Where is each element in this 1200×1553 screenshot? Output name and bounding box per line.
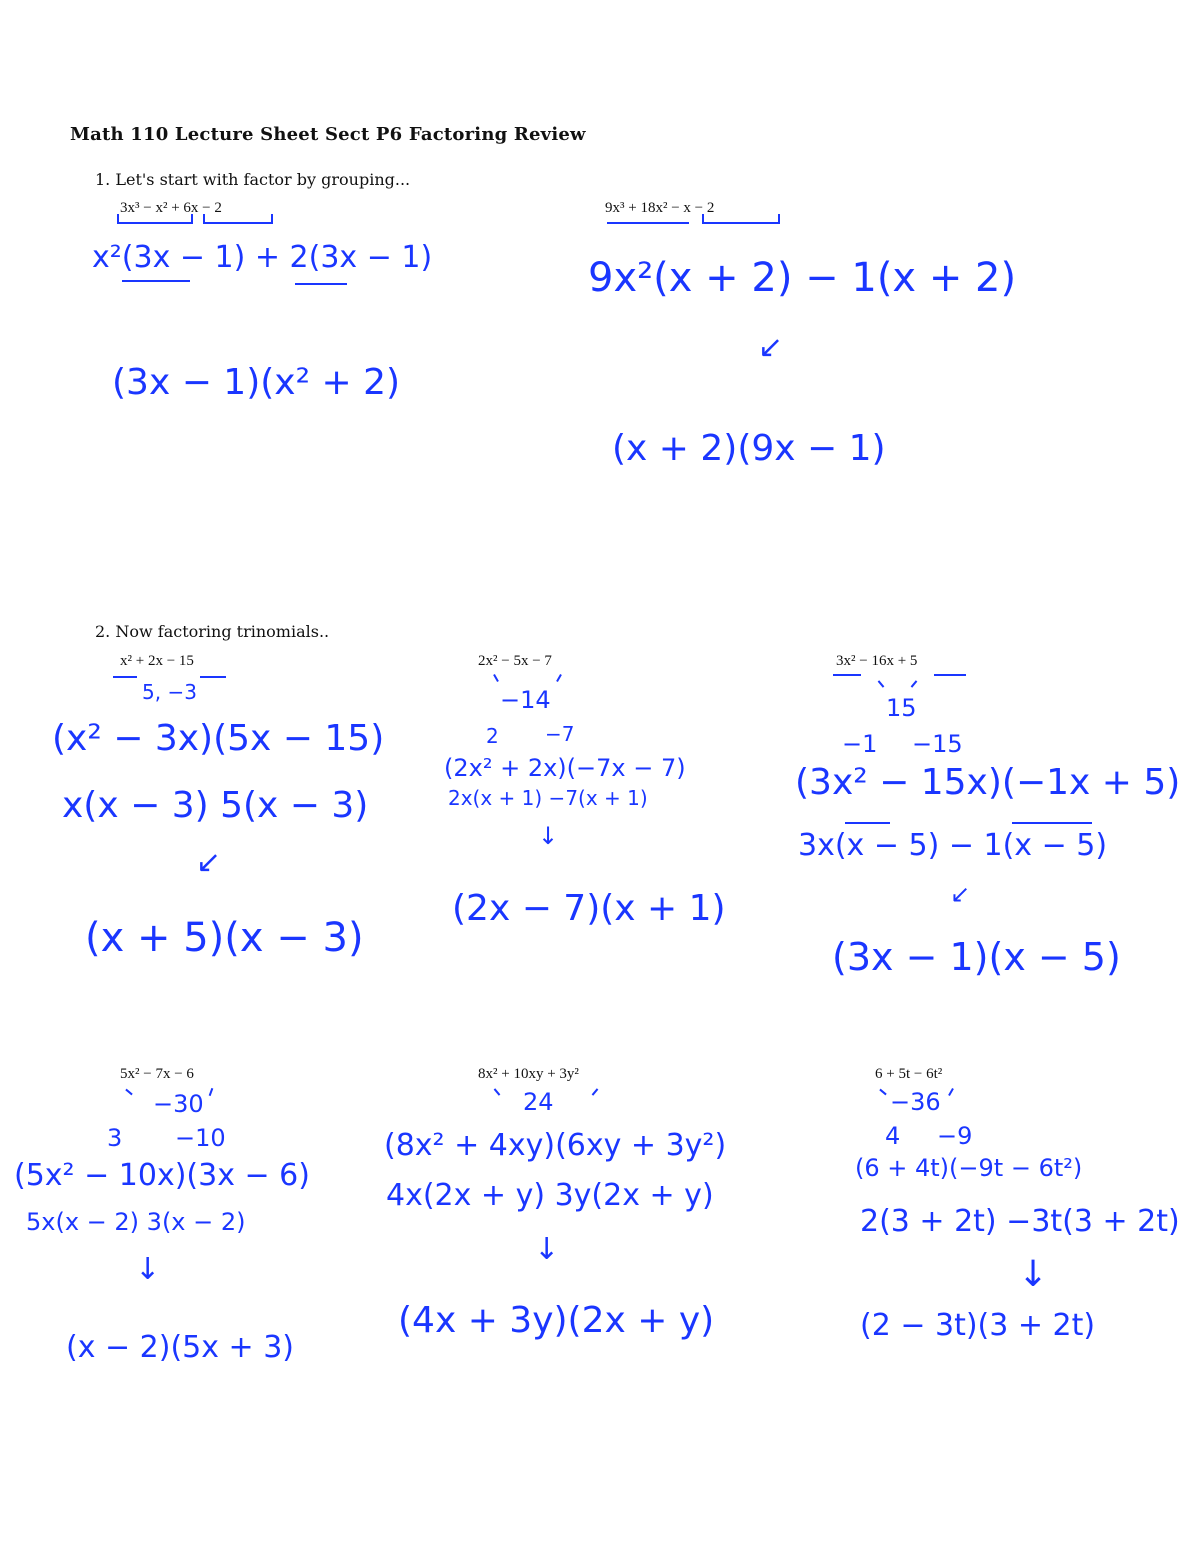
arrow-icon: ↓ xyxy=(538,822,559,850)
problem-2c-step-1: (3x² − 15x)(−1x + 5) xyxy=(795,762,1181,803)
problem-2b-step-1: (2x² + 2x)(−7x − 7) xyxy=(444,754,686,782)
tree-branch xyxy=(125,1089,132,1096)
problem-2f-step-2: 2(3 + 2t) −3t(3 + 2t) xyxy=(860,1204,1180,1239)
problem-2e-product: 24 xyxy=(523,1088,554,1116)
tree-branch xyxy=(879,1089,886,1096)
problem-2d-product: −30 xyxy=(153,1090,204,1118)
problem-2e-step-1: (8x² + 4xy)(6xy + 3y²) xyxy=(384,1128,727,1163)
tree-branch xyxy=(556,674,562,682)
problem-2c-factor-a: −1 xyxy=(842,730,878,758)
problem-2d-answer: (x − 2)(5x + 3) xyxy=(66,1330,295,1365)
problem-2f-answer: (2 − 3t)(3 + 2t) xyxy=(860,1308,1096,1343)
problem-2b-product: −14 xyxy=(500,686,551,714)
underline-mark xyxy=(934,674,966,676)
tree-branch xyxy=(494,1088,501,1095)
problem-2a-factors: 5, −3 xyxy=(142,680,197,704)
problem-2a-answer: (x + 5)(x − 3) xyxy=(85,915,364,961)
arrow-icon: ↙ xyxy=(196,845,222,880)
arrow-icon: ↓ xyxy=(534,1232,560,1267)
problem-2d-expression: 5x² − 7x − 6 xyxy=(120,1066,194,1082)
problem-2a-step-2: x(x − 3) 5(x − 3) xyxy=(62,785,369,826)
problem-2c-product: 15 xyxy=(886,694,917,722)
problem-2e-expression: 8x² + 10xy + 3y² xyxy=(478,1066,579,1082)
problem-2b-factor-b: −7 xyxy=(545,722,575,746)
problem-2a-step-1: (x² − 3x)(5x − 15) xyxy=(52,718,385,759)
grouping-bracket xyxy=(117,214,193,224)
arrow-icon: ↓ xyxy=(135,1252,161,1287)
tree-branch xyxy=(948,1088,954,1096)
problem-1b-step-1: 9x²(x + 2) − 1(x + 2) xyxy=(588,255,1017,301)
problem-2d-step-2: 5x(x − 2) 3(x − 2) xyxy=(26,1208,246,1236)
underline-mark xyxy=(113,676,137,678)
arrow-icon: ↙ xyxy=(950,880,971,908)
problem-1a-step-1: x²(3x − 1) + 2(3x − 1) xyxy=(92,240,433,275)
underline-mark xyxy=(607,222,689,224)
problem-2e-step-2: 4x(2x + y) 3y(2x + y) xyxy=(386,1178,714,1213)
problem-2c-answer: (3x − 1)(x − 5) xyxy=(832,935,1121,979)
problem-1b-expression: 9x³ + 18x² − x − 2 xyxy=(605,200,715,216)
problem-2f-product: −36 xyxy=(890,1088,941,1116)
problem-2b-factor-a: 2 xyxy=(486,724,499,748)
grouping-bracket xyxy=(203,214,273,224)
problem-2c-expression: 3x² − 16x + 5 xyxy=(836,653,918,669)
problem-2e-answer: (4x + 3y)(2x + y) xyxy=(398,1300,715,1341)
arrow-icon: ↓ xyxy=(1018,1254,1049,1295)
tree-branch xyxy=(911,680,918,687)
problem-2b-answer: (2x − 7)(x + 1) xyxy=(452,888,726,929)
problem-1a-answer: (3x − 1)(x² + 2) xyxy=(112,362,401,403)
tree-branch xyxy=(878,680,885,687)
problem-2b-step-2: 2x(x + 1) −7(x + 1) xyxy=(448,786,648,810)
section-2-heading: 2. Now factoring trinomials.. xyxy=(95,622,330,641)
underline-mark xyxy=(200,676,226,678)
underline-mark xyxy=(295,283,347,285)
problem-2f-factor-a: 4 xyxy=(885,1122,901,1150)
problem-1a-expression: 3x³ − x² + 6x − 2 xyxy=(120,200,222,216)
problem-2a-expression: x² + 2x − 15 xyxy=(120,653,194,669)
problem-2c-step-2: 3x(x − 5) − 1(x − 5) xyxy=(798,828,1108,863)
section-1-heading: 1. Let's start with factor by grouping... xyxy=(95,170,411,189)
problem-1b-answer: (x + 2)(9x − 1) xyxy=(612,428,886,469)
problem-2d-step-1: (5x² − 10x)(3x − 6) xyxy=(14,1158,310,1193)
problem-2f-expression: 6 + 5t − 6t² xyxy=(875,1066,943,1082)
problem-2f-step-1: (6 + 4t)(−9t − 6t²) xyxy=(855,1154,1083,1182)
grouping-bracket xyxy=(702,214,780,224)
underline-mark xyxy=(833,674,861,676)
page-title: Math 110 Lecture Sheet Sect P6 Factoring Review xyxy=(70,124,586,145)
problem-2d-factor-a: 3 xyxy=(107,1124,123,1152)
underline-mark xyxy=(845,822,890,824)
problem-2d-factor-b: −10 xyxy=(175,1124,226,1152)
tree-branch xyxy=(209,1088,214,1096)
problem-2f-factor-b: −9 xyxy=(937,1122,973,1150)
tree-branch xyxy=(592,1088,599,1095)
problem-2b-expression: 2x² − 5x − 7 xyxy=(478,653,552,669)
underline-mark xyxy=(1012,822,1092,824)
tree-branch xyxy=(493,674,499,682)
problem-2c-factor-b: −15 xyxy=(912,730,963,758)
arrow-icon: ↙ xyxy=(758,330,784,365)
underline-mark xyxy=(122,280,190,282)
